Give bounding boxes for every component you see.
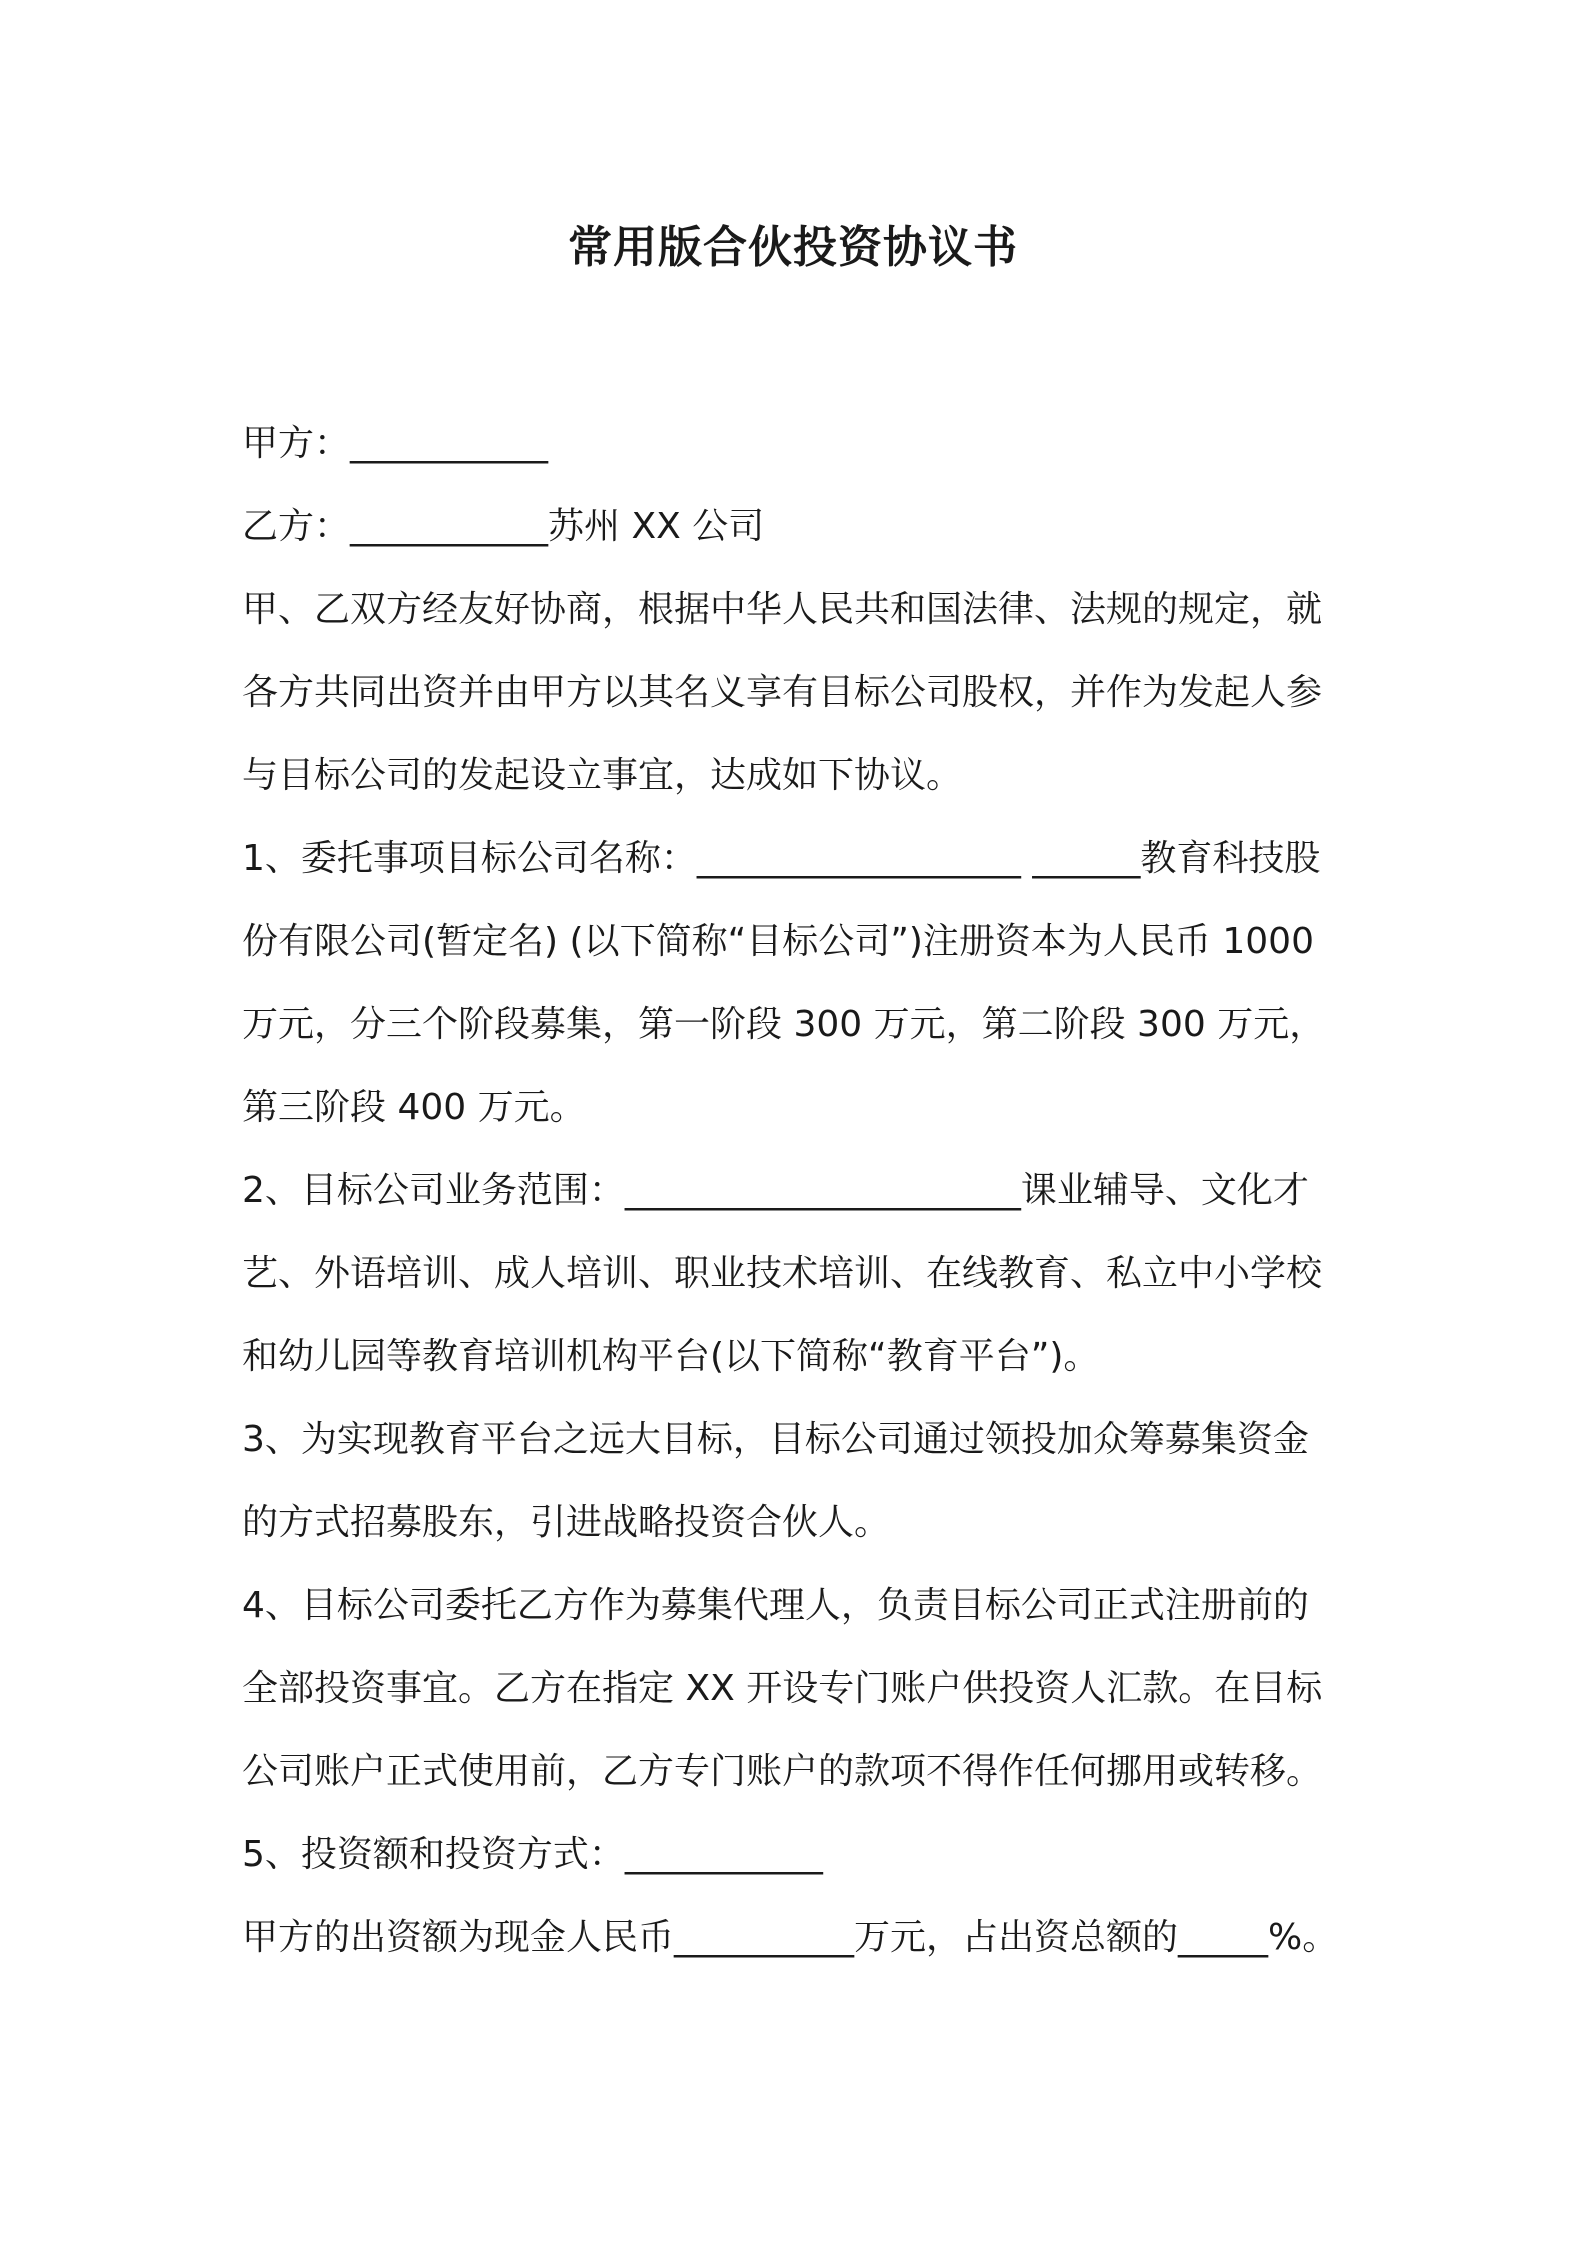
preamble-line: 甲、乙双方经友好协商，根据中华人民共和国法律、法规的规定，就 [242, 589, 1323, 630]
preamble-line: 与目标公司的发起设立事宜，达成如下协议。 [242, 755, 963, 796]
clause-5-line: 甲方的出资额为现金人民币__________万元，占出资总额的_____%。 [242, 1917, 1339, 1958]
clause-4-line: 公司账户正式使用前，乙方专门账户的款项不得作任何挪用或转移。 [242, 1751, 1323, 1792]
clause-2-line: 艺、外语培训、成人培训、职业技术培训、在线教育、私立中小学校 [242, 1253, 1323, 1294]
preamble-line: 各方共同出资并由甲方以其名义享有目标公司股权，并作为发起人参 [242, 672, 1323, 713]
document-body [242, 402, 1382, 1979]
party-a-line: 甲方：___________ [242, 423, 549, 464]
clause-1-line: 份有限公司(暂定名) (以下简称“目标公司”)注册资本为人民币 1000 [242, 921, 1314, 962]
clause-3-line: 3、为实现教育平台之远大目标，目标公司通过领投加众筹募集资金 [242, 1419, 1309, 1460]
clause-5-line: 5、投资额和投资方式：___________ [242, 1834, 823, 1875]
clause-1-line: 1、委托事项目标公司名称：__________________ ______教育科技股 [242, 838, 1321, 879]
party-b-line: 乙方：___________苏州 XX 公司 [242, 506, 765, 547]
clause-3-line: 的方式招募股东，引进战略投资合伙人。 [242, 1502, 891, 1543]
clause-1-line: 第三阶段 400 万元。 [242, 1087, 586, 1128]
clause-4-line: 全部投资事宜。乙方在指定 XX 开设专门账户供投资人汇款。在目标 [242, 1668, 1323, 1709]
clause-4-line: 4、目标公司委托乙方作为募集代理人，负责目标公司正式注册前的 [242, 1585, 1309, 1626]
document-title: 常用版合伙投资协议书 [568, 222, 1018, 273]
clause-2-line: 和幼儿园等教育培训机构平台(以下简称“教育平台”)。 [242, 1336, 1100, 1377]
clause-1-line: 万元，分三个阶段募集，第一阶段 300 万元，第二阶段 300 万元， [242, 1004, 1326, 1045]
clause-2-line: 2、目标公司业务范围：______________________课业辅导、文化才 [242, 1170, 1309, 1211]
